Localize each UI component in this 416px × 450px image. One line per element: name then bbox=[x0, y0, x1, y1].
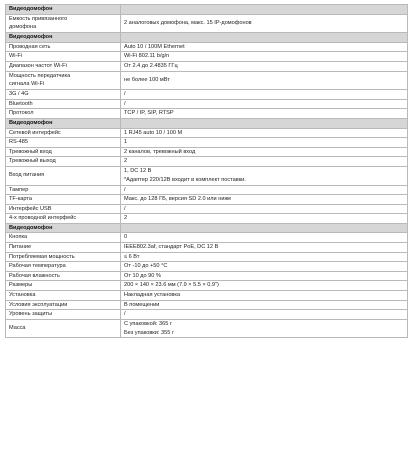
spec-value: С упаковкой: 365 г bbox=[124, 321, 172, 328]
spec-value-cell bbox=[121, 262, 408, 272]
spec-value: Накладная установка bbox=[124, 292, 181, 299]
spec-value: / bbox=[124, 100, 126, 107]
spec-value-cell bbox=[121, 157, 408, 167]
spec-label-cell bbox=[6, 61, 121, 71]
spec-label: Мощность передатчика bbox=[9, 72, 71, 79]
spec-label-cell bbox=[6, 300, 121, 310]
spec-label: Тревожный вход bbox=[9, 148, 52, 155]
spec-row bbox=[6, 310, 408, 320]
spec-value: В помещении bbox=[124, 301, 160, 308]
spec-value: / bbox=[124, 186, 126, 193]
spec-label: 3G / 4G bbox=[9, 91, 29, 98]
spec-label: Питание bbox=[9, 244, 32, 251]
spec-value: От 2.4 до 2.4835 ГГц bbox=[124, 62, 178, 69]
section-header-spacer bbox=[121, 33, 408, 43]
spec-label: Емкость привязанного bbox=[9, 15, 68, 22]
spec-label-cell bbox=[6, 185, 121, 195]
spec-value-cell bbox=[121, 300, 408, 310]
spec-label-cell bbox=[6, 214, 121, 224]
spec-table-body bbox=[6, 5, 408, 338]
spec-label: Рабочая влажность bbox=[9, 272, 60, 279]
spec-label-cell bbox=[6, 147, 121, 157]
spec-value-cell bbox=[121, 109, 408, 119]
spec-label: Размеры bbox=[9, 282, 33, 289]
section-title: Видеодомофон bbox=[6, 33, 121, 43]
spec-row bbox=[6, 42, 408, 52]
spec-value-cell bbox=[121, 52, 408, 62]
spec-row bbox=[6, 233, 408, 243]
spec-value-cell bbox=[121, 281, 408, 291]
spec-label: Тампер bbox=[9, 186, 29, 193]
spec-row bbox=[6, 281, 408, 291]
spec-row bbox=[6, 195, 408, 205]
spec-value: / bbox=[124, 91, 126, 98]
spec-value-cell bbox=[121, 42, 408, 52]
spec-value: *Адаптер 220/12В входит в комплект поставки. bbox=[124, 176, 246, 183]
spec-value: не более 100 мВт bbox=[124, 77, 170, 84]
spec-label-cell bbox=[6, 52, 121, 62]
spec-row bbox=[6, 138, 408, 148]
spec-label: Протокол bbox=[9, 110, 34, 117]
spec-label-cell bbox=[6, 128, 121, 138]
spec-label: Уровень защиты bbox=[9, 311, 53, 318]
spec-row bbox=[6, 185, 408, 195]
spec-label: 4-х проводной интерфейс bbox=[9, 215, 77, 222]
spec-value: 2 аналоговых домофона, макс. 15 IP-домофонов bbox=[124, 20, 252, 27]
spec-value: Без упаковки: 355 г bbox=[124, 329, 174, 336]
section-header-row bbox=[6, 118, 408, 128]
spec-row bbox=[6, 204, 408, 214]
spec-label-cell bbox=[6, 71, 121, 90]
section-title: Видеодомофон bbox=[6, 223, 121, 233]
spec-row bbox=[6, 99, 408, 109]
spec-label: Bluetooth bbox=[9, 100, 33, 107]
spec-value-cell bbox=[121, 128, 408, 138]
spec-value: 2 bbox=[124, 215, 128, 222]
spec-label: Проводная сеть bbox=[9, 43, 51, 50]
spec-value: Макс. до 128 ГБ, версия SD 2.0 или ниже bbox=[124, 196, 232, 203]
spec-value-cell bbox=[121, 319, 408, 338]
spec-value: 200 × 140 × 23.6 мм (7.9 × 5.5 × 0.9") bbox=[124, 282, 219, 289]
spec-value: 0 bbox=[124, 234, 128, 241]
spec-value-cell bbox=[121, 195, 408, 205]
spec-value-cell bbox=[121, 233, 408, 243]
spec-label-cell bbox=[6, 14, 121, 33]
spec-value-cell bbox=[121, 138, 408, 148]
section-title: Видеодомофон bbox=[6, 118, 121, 128]
spec-label: Потребляемая мощность bbox=[9, 253, 75, 260]
spec-label-cell bbox=[6, 157, 121, 167]
spec-value-cell bbox=[121, 166, 408, 185]
spec-value: От 10 до 90 % bbox=[124, 272, 161, 279]
spec-label-cell bbox=[6, 138, 121, 148]
spec-label-cell bbox=[6, 42, 121, 52]
spec-value-cell bbox=[121, 243, 408, 253]
spec-table-container bbox=[5, 4, 408, 338]
spec-label: сигнала Wi-Fi bbox=[9, 81, 45, 88]
spec-value: ≤ 6 Вт bbox=[124, 253, 140, 260]
spec-label: TF-карта bbox=[9, 196, 32, 203]
spec-value: 2 bbox=[124, 158, 128, 165]
spec-label-cell bbox=[6, 204, 121, 214]
spec-label: домофона bbox=[9, 24, 37, 31]
spec-value-cell bbox=[121, 310, 408, 320]
spec-row bbox=[6, 300, 408, 310]
spec-label: Условия эксплуатации bbox=[9, 301, 68, 308]
spec-value-cell bbox=[121, 71, 408, 90]
spec-label: Вход питания bbox=[9, 172, 45, 179]
section-header-spacer bbox=[121, 5, 408, 15]
spec-label-cell bbox=[6, 90, 121, 100]
spec-row bbox=[6, 14, 408, 33]
spec-row bbox=[6, 166, 408, 185]
spec-label-cell bbox=[6, 271, 121, 281]
spec-value: IEEE802.3af, стандарт PoE, DC 12 В bbox=[124, 244, 219, 251]
spec-label-cell bbox=[6, 109, 121, 119]
spec-label: Установка bbox=[9, 292, 36, 299]
spec-value: 1, DC 12 В bbox=[124, 168, 152, 175]
spec-label-cell bbox=[6, 99, 121, 109]
spec-row bbox=[6, 271, 408, 281]
spec-label-cell bbox=[6, 233, 121, 243]
spec-value-cell bbox=[121, 252, 408, 262]
spec-label: Сетевой интерфейс bbox=[9, 129, 61, 136]
spec-label: Масса bbox=[9, 325, 26, 332]
spec-label: Wi-Fi bbox=[9, 53, 23, 60]
spec-row bbox=[6, 147, 408, 157]
spec-label-cell bbox=[6, 243, 121, 253]
spec-value: Auto 10 / 100M Ethernet bbox=[124, 43, 185, 50]
spec-value-cell bbox=[121, 90, 408, 100]
spec-row bbox=[6, 157, 408, 167]
spec-value-cell bbox=[121, 147, 408, 157]
spec-row bbox=[6, 214, 408, 224]
spec-label: RS-485 bbox=[9, 139, 28, 146]
section-header-row bbox=[6, 223, 408, 233]
spec-value: Wi-Fi 802.11 b/g/n bbox=[124, 53, 170, 60]
section-header-row bbox=[6, 33, 408, 43]
spec-label-cell bbox=[6, 319, 121, 338]
spec-value-cell bbox=[121, 204, 408, 214]
spec-value-cell bbox=[121, 99, 408, 109]
spec-label-cell bbox=[6, 310, 121, 320]
spec-value-cell bbox=[121, 61, 408, 71]
spec-value: / bbox=[124, 311, 126, 318]
spec-row bbox=[6, 109, 408, 119]
spec-value-cell bbox=[121, 14, 408, 33]
spec-value-cell bbox=[121, 271, 408, 281]
section-header-spacer bbox=[121, 223, 408, 233]
spec-label-cell bbox=[6, 291, 121, 301]
section-header-spacer bbox=[121, 118, 408, 128]
spec-row bbox=[6, 71, 408, 90]
spec-row bbox=[6, 52, 408, 62]
spec-table bbox=[5, 4, 408, 338]
spec-value: 1 RJ45 auto 10 / 100 M bbox=[124, 129, 183, 136]
spec-row bbox=[6, 291, 408, 301]
spec-label: Кнопка bbox=[9, 234, 28, 241]
spec-row bbox=[6, 128, 408, 138]
spec-value: 1 bbox=[124, 139, 128, 146]
spec-row bbox=[6, 61, 408, 71]
spec-value-cell bbox=[121, 185, 408, 195]
spec-value: TCP / IP, SIP, RTSP bbox=[124, 110, 174, 117]
spec-label-cell bbox=[6, 281, 121, 291]
spec-row bbox=[6, 262, 408, 272]
spec-value: / bbox=[124, 205, 126, 212]
spec-label: Рабочая температура bbox=[9, 263, 66, 270]
spec-row bbox=[6, 252, 408, 262]
spec-row bbox=[6, 90, 408, 100]
section-header-row bbox=[6, 5, 408, 15]
spec-label: Интерфейс USB bbox=[9, 205, 52, 212]
spec-label-cell bbox=[6, 166, 121, 185]
spec-label: Тревожный выход bbox=[9, 158, 56, 165]
spec-label-cell bbox=[6, 252, 121, 262]
spec-value: От -10 до +50 °C bbox=[124, 263, 168, 270]
spec-value-cell bbox=[121, 291, 408, 301]
spec-value-cell bbox=[121, 214, 408, 224]
spec-label-cell bbox=[6, 195, 121, 205]
spec-row bbox=[6, 319, 408, 338]
spec-label: Диапазон частот Wi-Fi bbox=[9, 62, 67, 69]
spec-label-cell bbox=[6, 262, 121, 272]
spec-row bbox=[6, 243, 408, 253]
spec-value: 2 каналов, тревожный вход bbox=[124, 148, 196, 155]
section-title: Видеодомофон bbox=[6, 5, 121, 15]
